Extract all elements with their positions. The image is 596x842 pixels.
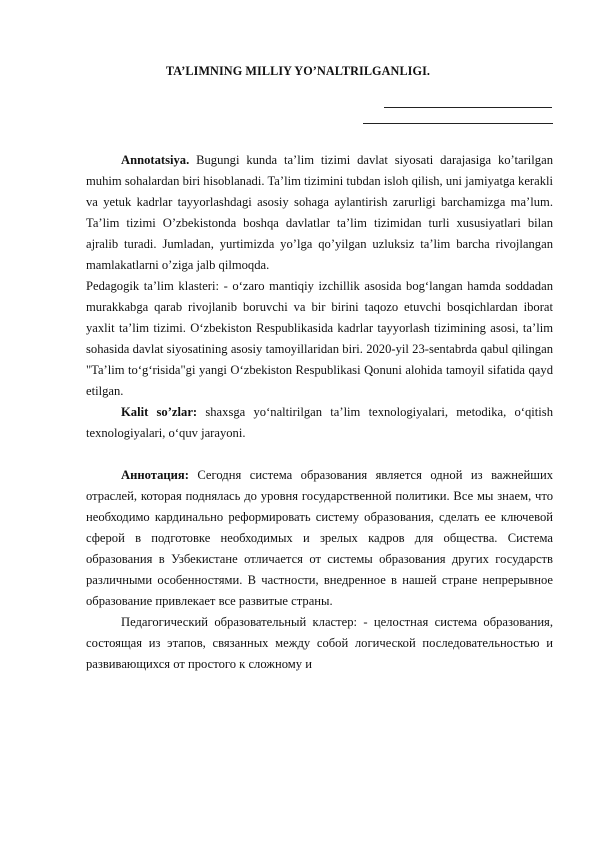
annotation-uz-paragraph [86,150,553,276]
annotation-uz-text: Bugungi kunda ta’lim tizimi davlat siyosati darajasiga ko’tarilgan muhim sohalardan biri hisoblanadi. Ta’lim tizimini tubdan isloh qilish, uni jamiyatga kerakli va yetuk kadrlar tayyorlashdagi asosiy sohaga aylantirish zarurligi barchamizga ma’lum. Ta’lim tizimi O’zbekistonda boshqa davlatlar ta’lim tizimidan turli xususiyatlari bilan ajralib turadi. Jumladan, yurtimizda yo’lga qo’yilgan uzluksiz ta’lim barcha rivojlangan mamlakatlarni o’ziga jalb qilmoqda. [86,153,553,272]
annotation-ru-text: Сегодня система образования является одной из важнейших отраслей, которая поднялась до уровня государственной политики. Все мы знаем, что необходимо кардинально реформировать систему образования, сделать ее ключевой сферой в подготовке необходимых и зрелых кадров для общества. Система образования в Узбекистане отличается от системы образования других государств различными особенностями. В частности, внедренное в нашей стране непрерывное образование привлекает все развитые страны. [86,468,553,608]
section-spacer [86,444,553,465]
keywords-uz-text: shaxsga yo‘naltirilgan ta’lim texnologiyalari, metodika, o‘qitish texnologiyalari, o‘quv jarayoni. [86,405,553,440]
keywords-uz-label: Kalit so’zlar: [121,405,198,419]
affiliation-line [363,123,553,124]
annotation-uz-label: Annotatsiya. [121,153,190,167]
document-body [86,150,553,675]
annotation-ru-paragraph [86,465,553,612]
cluster-ru-paragraph: Педагогический образовательный кластер: - целостная система образования, состоящая из этапов, связанных между собой логической последовательностью и развивающихся от простого к сложному и [86,615,553,671]
keywords-uz-paragraph [86,402,553,444]
annotation-ru-label: Аннотация: [121,468,189,482]
document-title: TA’LIMNING MILLIY YO’NALTRILGANLIGI. [165,64,431,78]
author-line [384,107,552,108]
cluster-uz-paragraph: Pedagogik ta’lim klasteri: - o‘zaro mantiqiy izchillik asosida bog‘langan hamda soddadan murakkabga qarab rivojlanib boruvchi va bir birini taqozo etuvchi bosqichlardan iborat yaxlit ta’lim tizimi. O‘zbekiston Respublikasida kadrlar tayyorlash tizimining asosi, ta’lim sohasida davlat siyosatining asosiy tamoyillaridan biri. 2020-yil 23-sentabrda qabul qilingan "Ta’lim to‘g‘risida"gi yangi O‘zbekiston Respublikasi Qonuni alohida tamoyil sifatida qayd etilgan. [86,279,553,398]
